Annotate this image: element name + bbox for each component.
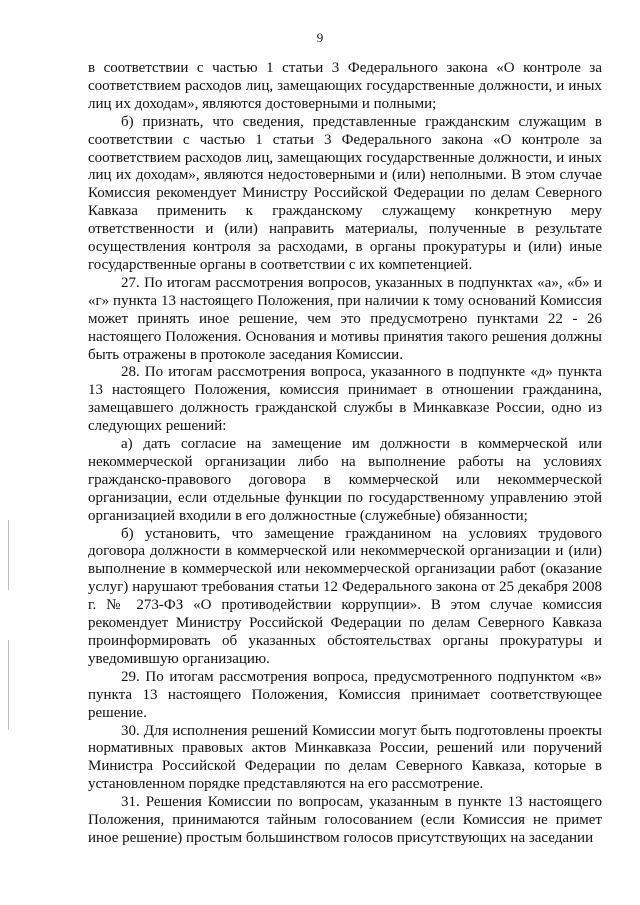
document-body	[88, 60, 602, 848]
paragraph-30: 30. Для исполнения решений Комиссии могут быть подготовлены проекты нормативных правовых актов Минкавказа России, решений или поручений Министра Российской Федерации по делам Северного Кавказа, которые в установленном порядке представляются на его рассмотрение.	[88, 722, 602, 793]
paragraph-27: 27. По итогам рассмотрения вопросов, указанных в подпунктах «а», «б» и «г» пункта 13 настоящего Положения, при наличии к тому оснований Комиссия может принять иное решение, чем это предусмотрено пунктами 22 - 26 настоящего Положения. Основания и мотивы принятия такого решения должны быть отражены в протоколе заседания Комиссии.	[88, 274, 602, 363]
margin-scan-line	[8, 520, 9, 590]
paragraph-continuation: в соответствии с частью 1 статьи 3 Федерального закона «О контроле за соответствием расходов лиц, замещающих государственные должности, и иных лиц их доходам», являются достоверными и полными;	[88, 60, 602, 112]
page-number: 9	[316, 30, 324, 45]
paragraph-28a: а) дать согласие на замещение им должности в коммерческой или некоммерческой организации либо на выполнение работы на условиях гражданско-правового договора в коммерческой или некоммерческой организации, если отдельные функции по государственному управлению этой организацией входили в его должностные (служебные) обязанности;	[88, 436, 602, 524]
paragraph-29: 29. По итогам рассмотрения вопроса, предусмотренного подпунктом «в» пункта 13 настоящего Положения, Комиссия принимает соответствующее решение.	[88, 668, 602, 721]
paragraph-26b: б) признать, что сведения, представленные гражданским служащим в соответствии с частью 1 статьи 3 Федерального закона «О контроле за соответствием расходов лиц, замещающих государственные должности, и иных лиц их доходам», являются недостоверными и (или) неполными. В этом случае Комиссия рекомендует Министру Российской Федерации по делам Северного Кавказа применить к гражданскому служащему конкретную меру ответственности и (или) направить материалы, полученные в результате осуществления контроля за расходами, в органы прокуратуры и (или) иные государственные органы в соответствии с их компетенцией.	[88, 113, 602, 273]
paragraph-31: 31. Решения Комиссии по вопросам, указанным в пункте 13 настоящего Положения, принимаются тайным голосованием (если Комиссия не примет иное решение) простым большинством голосов присутствующих на заседании	[88, 794, 602, 846]
paragraph-28b: б) установить, что замещение гражданином на условиях трудового договора должности в коммерческой или некоммерческой организации и (или) выполнение в коммерческой или некоммерческой организации работ (оказание услуг) нарушают требования статьи 12 Федерального закона от 25 декабря 2008 г. № 273-ФЗ «О противодействии коррупции». В этом случае комиссия рекомендует Министру Российской Федерации по делам Северного Кавказа проинформировать об указанных обстоятельствах органы прокуратуры и уведомившую организацию.	[88, 525, 602, 667]
paragraph-28: 28. По итогам рассмотрения вопроса, указанного в подпункте «д» пункта 13 настоящего Положения, комиссия принимает в отношении гражданина, замещавшего должность гражданской службы в Минкавказе России, одно из следующих решений:	[88, 364, 602, 435]
margin-scan-line	[8, 640, 9, 730]
